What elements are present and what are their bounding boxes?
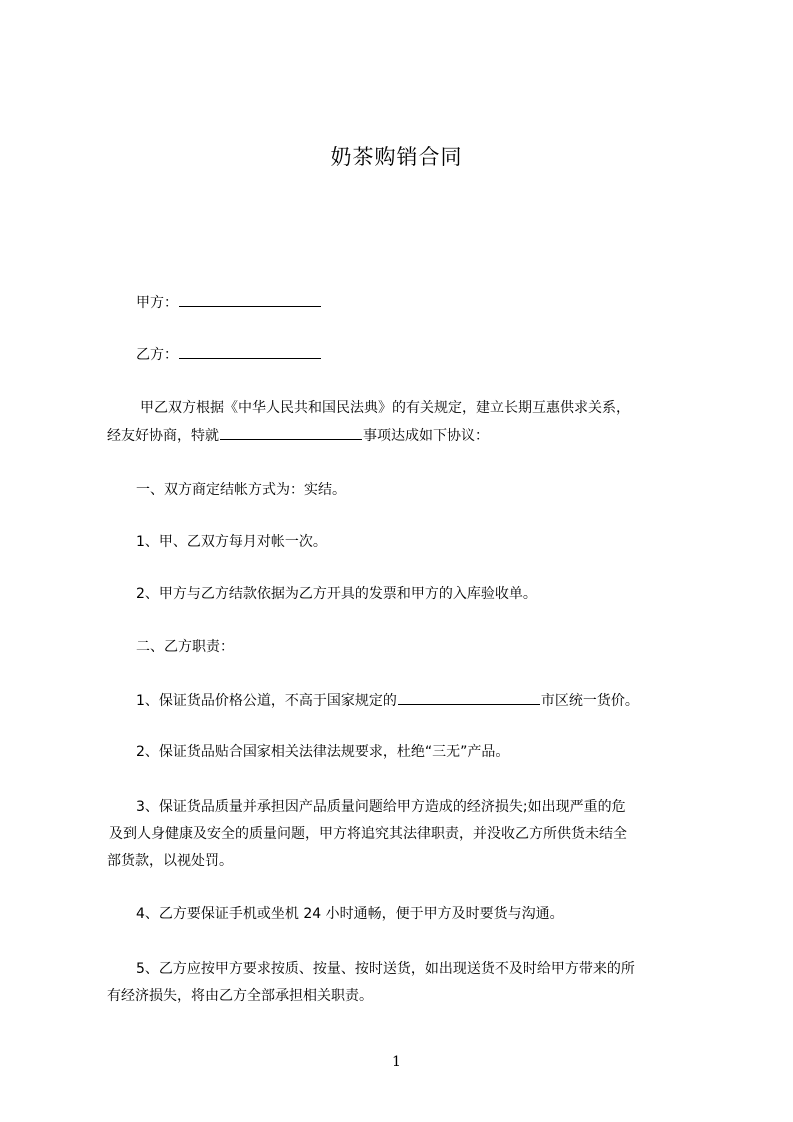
section2-item3-line1: 3、保证货品质量并承担因产品质量问题给甲方造成的经济损失;如出现严重的危 [136, 799, 626, 815]
section2-item2: 2、保证货品贴合国家相关法律法规要求，杜绝“三无”产品。 [136, 744, 510, 760]
intro-line-2-before: 经友好协商，特就 [107, 428, 219, 444]
section1-item2: 2、甲方与乙方结款依据为乙方开具的发票和甲方的入库验收单。 [136, 586, 537, 602]
section2-item5-line1: 5、乙方应按甲方要求按质、按量、按时送货，如出现送货不及时给甲方带来的所 [136, 961, 635, 977]
party-a-blank[interactable] [179, 292, 321, 307]
section2-item4: 4、乙方要保证手机或坐机 24 小时通畅，便于甲方及时要货与沟通。 [136, 906, 564, 922]
contract-title: 奶茶购销合同 [330, 145, 463, 169]
price-region-blank[interactable] [398, 690, 540, 705]
section1-item1: 1、甲、乙双方每月对帐一次。 [136, 534, 327, 550]
party-a-label: 甲方： [136, 295, 178, 311]
section2-item1-before: 1、保证货品价格公道，不高于国家规定的 [136, 693, 397, 709]
intro-line-2 [107, 425, 489, 446]
section2-item3-line3: 部货款，以视处罚。 [107, 853, 233, 869]
page-number: 1 [392, 1054, 401, 1070]
section2-item3-line2: 及到人身健康及安全的质量问题，甲方将追究其法律职责，并没收乙方所供货未结全 [109, 826, 627, 842]
section2-heading: 二、乙方职责： [136, 639, 234, 655]
party-b-blank[interactable] [179, 344, 321, 359]
section2-item1-after: 市区统一货价。 [540, 693, 639, 709]
section1-heading: 一、双方商定结帐方式为：实结。 [136, 482, 346, 498]
intro-line-2-after: 事项达成如下协议： [363, 428, 489, 444]
party-b-line [136, 344, 322, 365]
intro-matter-blank[interactable] [220, 425, 362, 440]
intro-line-1: 甲乙双方根据《中华人民共和国民法典》的有关规定，建立长期互惠供求关系， [140, 400, 630, 416]
party-b-label: 乙方： [136, 347, 178, 363]
section2-item1 [136, 690, 639, 711]
party-a-line [136, 292, 322, 313]
section2-item5-line2: 有经济损失，将由乙方全部承担相关职责。 [107, 988, 373, 1004]
